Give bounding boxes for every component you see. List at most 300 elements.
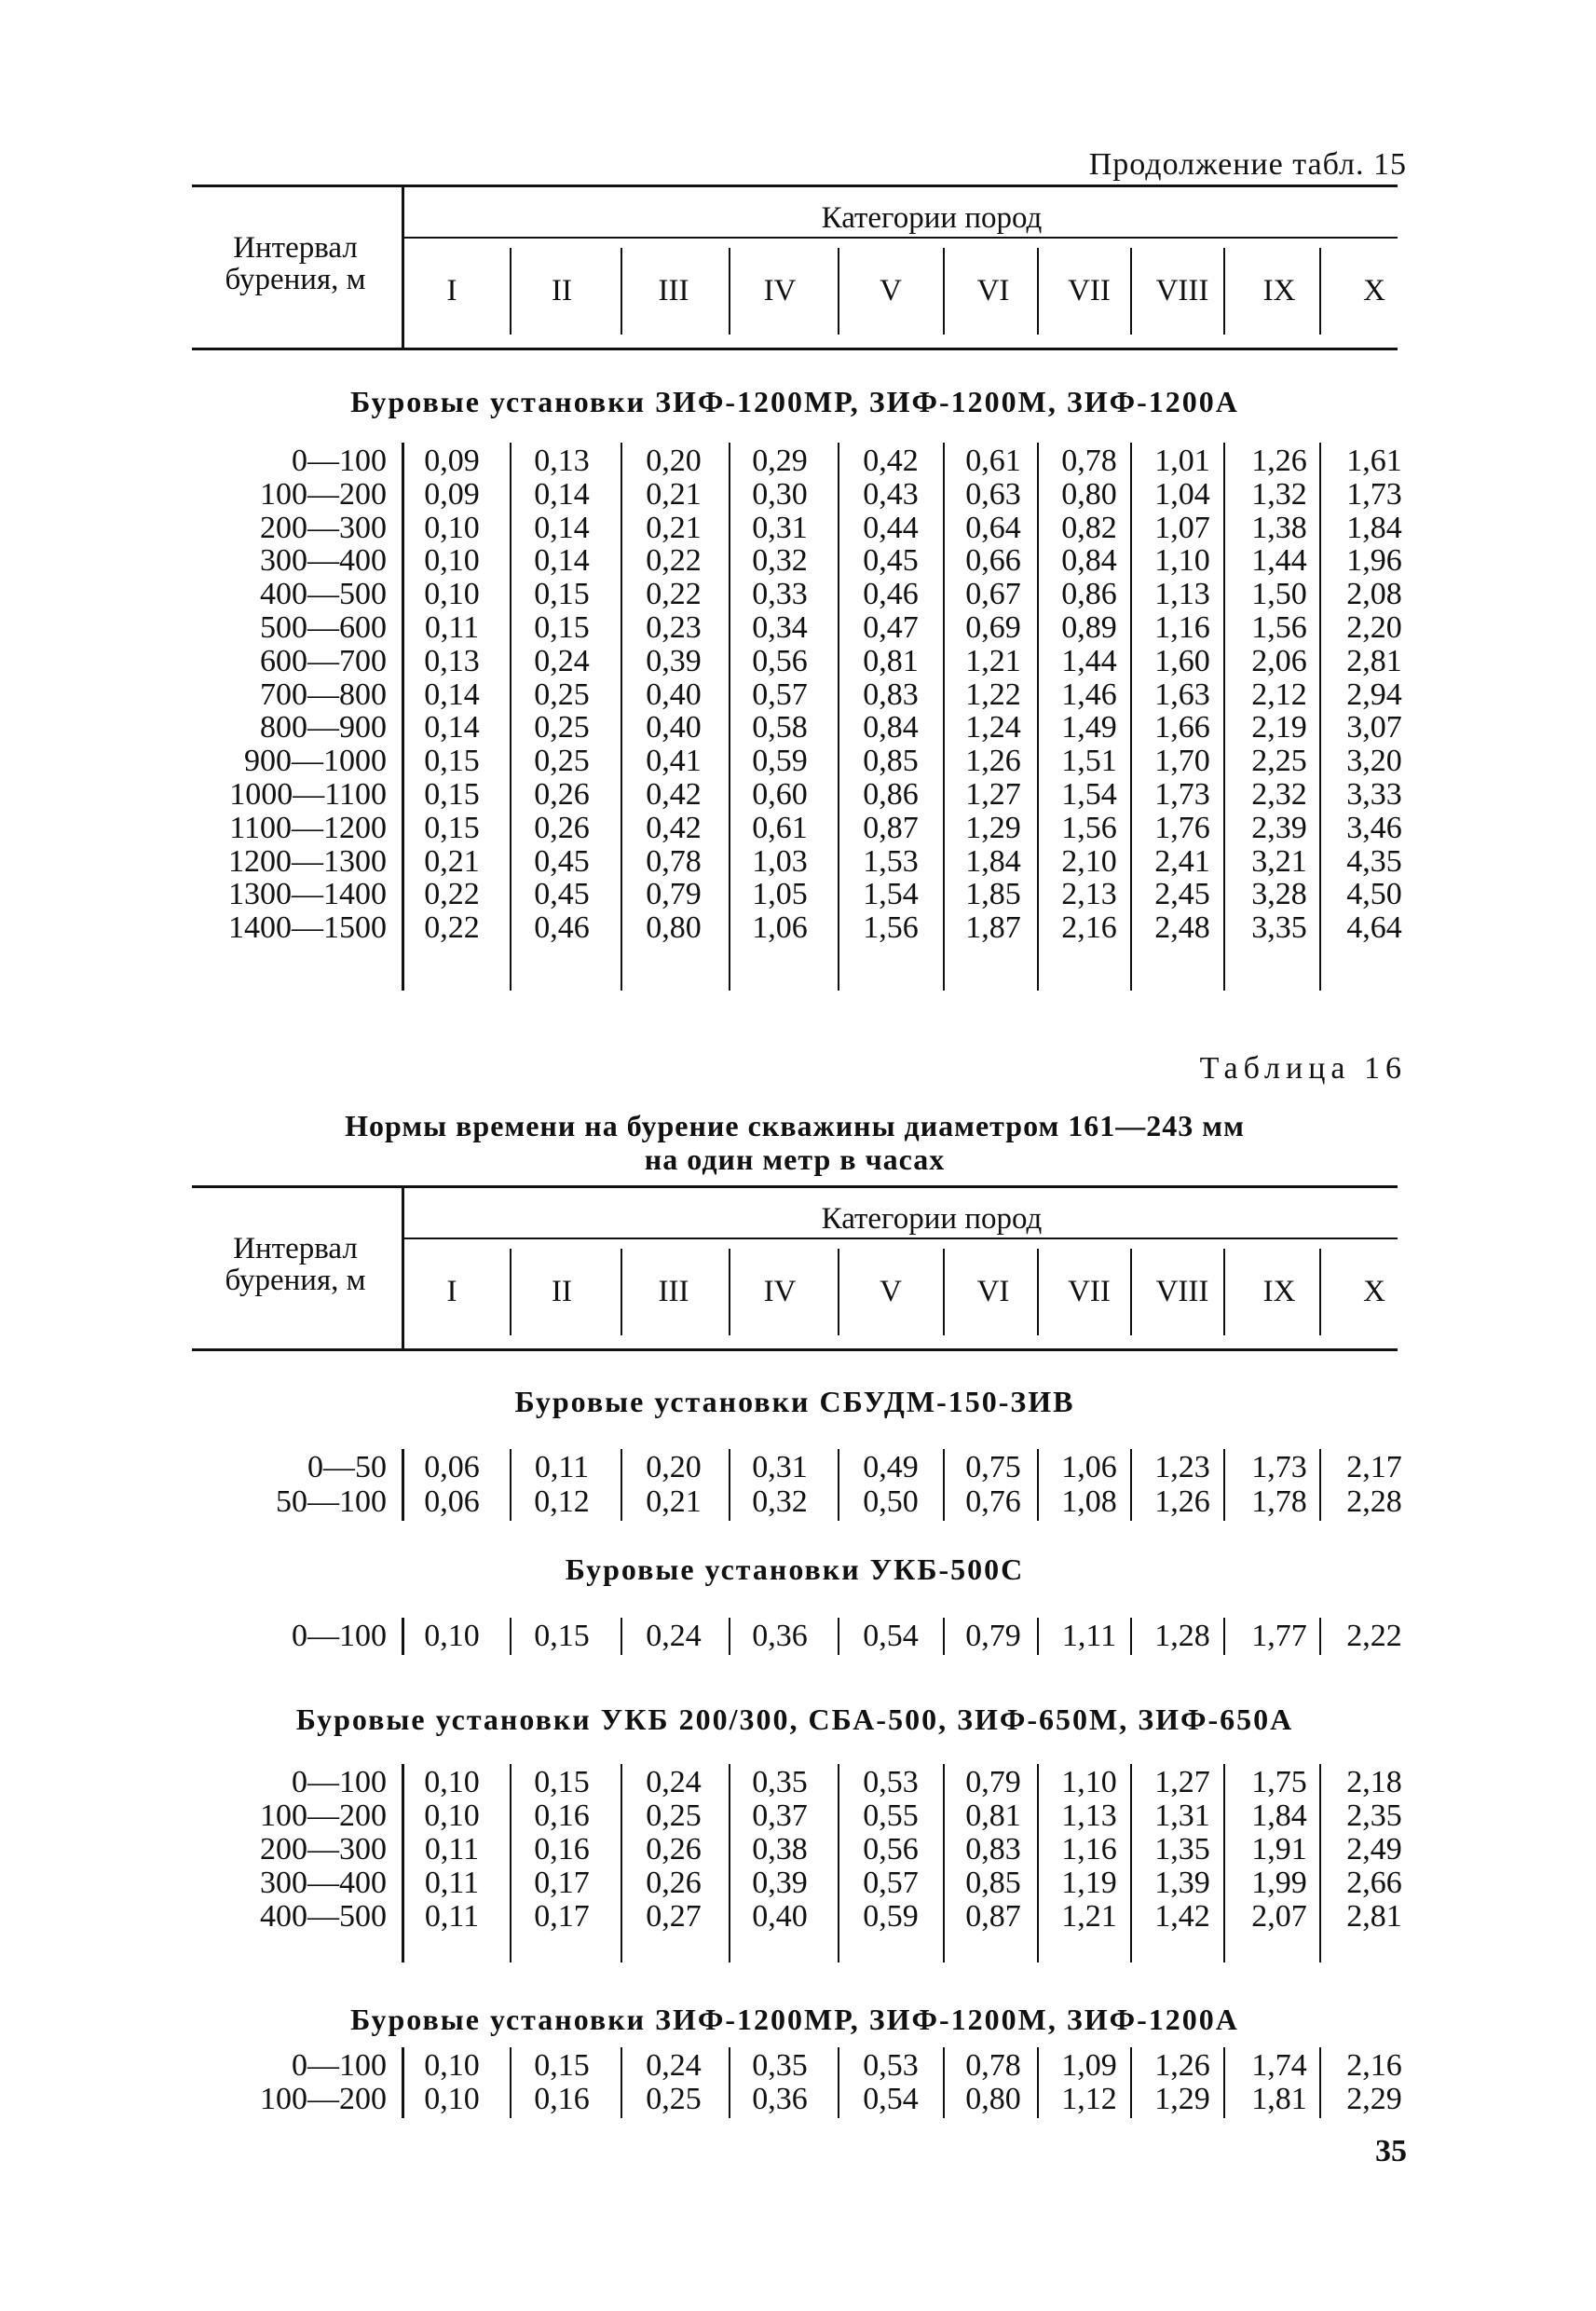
value-cell: 0,11 [424, 1866, 480, 1900]
value-cell: 1,06 [1061, 1450, 1117, 1484]
value-cell: 1,54 [1061, 777, 1117, 812]
value-cell: 1,38 [1251, 510, 1307, 545]
interval-cell: 700—800 [260, 677, 387, 712]
value-cell: 0,27 [646, 1899, 702, 1934]
interval-cell: 300—400 [260, 1866, 387, 1900]
value-cell: 0,13 [424, 643, 480, 678]
value-cell: 1,13 [1154, 577, 1210, 612]
value-cell: 0,61 [752, 810, 808, 845]
value-cell: 4,64 [1346, 910, 1402, 946]
column-divider [1130, 443, 1132, 991]
column-divider [402, 443, 404, 991]
value-cell: 0,10 [424, 543, 480, 579]
value-cell: 2,32 [1251, 777, 1307, 812]
page-number: 35 [1375, 2134, 1407, 2168]
value-cell: 1,73 [1154, 777, 1210, 812]
column-header-4: IV [763, 274, 797, 308]
value-cell: 0,06 [424, 1484, 480, 1519]
column-divider [402, 1449, 404, 1521]
value-cell: 0,35 [752, 1765, 808, 1799]
value-cell: 0,53 [863, 2048, 919, 2083]
value-cell: 0,56 [752, 643, 808, 678]
value-cell: 0,06 [424, 1450, 480, 1484]
value-cell: 1,05 [752, 877, 808, 912]
value-cell: 0,21 [646, 510, 702, 545]
value-cell: 0,80 [1061, 476, 1117, 512]
column-divider [621, 1764, 622, 1962]
value-cell: 1,61 [1346, 444, 1402, 478]
interval-cell: 500—600 [260, 610, 387, 645]
column-divider [1037, 443, 1039, 991]
value-cell: 2,28 [1346, 1484, 1402, 1519]
value-cell: 0,41 [646, 744, 702, 779]
value-cell: 2,81 [1346, 643, 1402, 678]
column-header-8: VIII [1155, 274, 1209, 308]
value-cell: 1,63 [1154, 677, 1210, 712]
column-divider [510, 1764, 512, 1962]
value-cell: 0,60 [752, 777, 808, 812]
value-cell: 0,26 [646, 1832, 702, 1867]
value-cell: 1,73 [1251, 1450, 1307, 1484]
value-cell: 1,46 [1061, 677, 1117, 712]
value-cell: 0,36 [752, 1619, 808, 1653]
value-cell: 0,15 [424, 777, 480, 812]
column-divider [621, 248, 622, 335]
value-cell: 1,21 [965, 643, 1021, 678]
value-cell: 0,15 [534, 2048, 590, 2083]
value-cell: 1,31 [1154, 1798, 1210, 1833]
interval-cell: 300—400 [260, 543, 387, 579]
value-cell: 1,96 [1346, 543, 1402, 579]
header-bottom-rule [192, 1348, 1398, 1351]
value-cell: 2,25 [1251, 744, 1307, 779]
column-divider [1130, 248, 1132, 335]
value-cell: 0,21 [646, 476, 702, 512]
value-cell: 0,25 [534, 710, 590, 745]
value-cell: 0,10 [424, 577, 480, 612]
column-divider [621, 1449, 622, 1521]
value-cell: 0,10 [424, 510, 480, 545]
column-divider [510, 248, 512, 335]
interval-label-unit: бурения, м [225, 263, 366, 296]
value-cell: 0,39 [752, 1866, 808, 1900]
value-cell: 1,26 [1154, 2048, 1210, 2083]
value-cell: 1,76 [1154, 810, 1210, 845]
column-header-1: I [446, 1275, 457, 1308]
value-cell: 0,14 [424, 710, 480, 745]
value-cell: 0,29 [752, 444, 808, 478]
value-cell: 0,86 [1061, 577, 1117, 612]
value-cell: 1,10 [1154, 543, 1210, 579]
value-cell: 0,56 [863, 1832, 919, 1867]
header-top-rule [192, 185, 1398, 187]
column-header-6: VI [976, 274, 1010, 308]
column-divider [838, 1449, 839, 1521]
value-cell: 2,94 [1346, 677, 1402, 712]
value-cell: 0,79 [965, 1619, 1021, 1653]
column-divider [729, 1249, 730, 1335]
value-cell: 1,06 [752, 910, 808, 946]
value-cell: 0,22 [646, 543, 702, 579]
value-cell: 1,27 [1154, 1765, 1210, 1799]
value-cell: 1,56 [1061, 810, 1117, 845]
value-cell: 0,78 [1061, 444, 1117, 478]
value-cell: 1,99 [1251, 1866, 1307, 1900]
column-divider [838, 1764, 839, 1962]
value-cell: 0,78 [646, 843, 702, 879]
value-cell: 1,81 [1251, 2082, 1307, 2116]
value-cell: 1,73 [1346, 476, 1402, 512]
value-cell: 3,21 [1251, 843, 1307, 879]
value-cell: 0,67 [965, 577, 1021, 612]
value-cell: 1,87 [965, 910, 1021, 946]
value-cell: 1,24 [965, 710, 1021, 745]
column-divider [1130, 1449, 1132, 1521]
column-divider [1319, 1618, 1321, 1655]
value-cell: 2,17 [1346, 1450, 1402, 1484]
value-cell: 0,23 [646, 610, 702, 645]
value-cell: 4,35 [1346, 843, 1402, 879]
value-cell: 1,32 [1251, 476, 1307, 512]
value-cell: 0,31 [752, 1450, 808, 1484]
column-divider [1130, 1618, 1132, 1655]
column-divider [943, 1449, 945, 1521]
value-cell: 1,60 [1154, 643, 1210, 678]
column-divider [1319, 1449, 1321, 1521]
column-header-3: III [658, 1275, 689, 1308]
column-divider [510, 443, 512, 991]
value-cell: 0,17 [534, 1899, 590, 1934]
column-divider [1130, 2047, 1132, 2118]
value-cell: 0,46 [534, 910, 590, 946]
value-cell: 0,30 [752, 476, 808, 512]
value-cell: 0,85 [965, 1866, 1021, 1900]
value-cell: 0,22 [424, 877, 480, 912]
value-cell: 1,44 [1061, 643, 1117, 678]
value-cell: 0,17 [534, 1866, 590, 1900]
column-divider [621, 443, 622, 991]
value-cell: 2,08 [1346, 577, 1402, 612]
interval-cell: 400—500 [260, 1899, 387, 1934]
value-cell: 2,12 [1251, 677, 1307, 712]
column-header-5: V [880, 274, 902, 308]
value-cell: 1,26 [965, 744, 1021, 779]
column-divider [1223, 1449, 1225, 1521]
interval-cell: 1400—1500 [228, 910, 387, 946]
value-cell: 0,14 [534, 543, 590, 579]
column-divider [1223, 1249, 1225, 1335]
value-cell: 0,14 [534, 510, 590, 545]
column-divider [838, 443, 839, 991]
value-cell: 1,51 [1061, 744, 1117, 779]
value-cell: 0,13 [534, 444, 590, 478]
value-cell: 1,08 [1061, 1484, 1117, 1519]
value-cell: 1,70 [1154, 744, 1210, 779]
value-cell: 0,54 [863, 1619, 919, 1653]
value-cell: 0,63 [965, 476, 1021, 512]
column-divider [943, 248, 945, 335]
value-cell: 1,50 [1251, 577, 1307, 612]
value-cell: 0,31 [752, 510, 808, 545]
value-cell: 1,29 [1154, 2082, 1210, 2116]
value-cell: 2,16 [1346, 2048, 1402, 2083]
value-cell: 0,16 [534, 1832, 590, 1867]
value-cell: 0,87 [863, 810, 919, 845]
column-header-7: VII [1068, 274, 1111, 308]
value-cell: 3,46 [1346, 810, 1402, 845]
value-cell: 1,09 [1061, 2048, 1117, 2083]
interval-cell: 0—100 [292, 1619, 387, 1653]
value-cell: 1,26 [1251, 444, 1307, 478]
column-divider [729, 1618, 730, 1655]
value-cell: 2,48 [1154, 910, 1210, 946]
value-cell: 0,79 [646, 877, 702, 912]
value-cell: 3,28 [1251, 877, 1307, 912]
value-cell: 2,18 [1346, 1765, 1402, 1799]
value-cell: 0,58 [752, 710, 808, 745]
value-cell: 0,82 [1061, 510, 1117, 545]
value-cell: 0,43 [863, 476, 919, 512]
value-cell: 0,10 [424, 1798, 480, 1833]
column-divider [1037, 248, 1039, 335]
value-cell: 0,44 [863, 510, 919, 545]
section-heading: Буровые установки ЗИФ-1200МР, ЗИФ-1200М, ЗИФ-1200А [350, 2003, 1239, 2036]
value-cell: 1,74 [1251, 2048, 1307, 2083]
value-cell: 2,81 [1346, 1899, 1402, 1934]
column-divider [1319, 443, 1321, 991]
section-heading: Буровые установки ЗИФ-1200МР, ЗИФ-1200М, ЗИФ-1200А [350, 385, 1239, 418]
value-cell: 1,56 [1251, 610, 1307, 645]
value-cell: 1,84 [1346, 510, 1402, 545]
column-divider [1130, 1249, 1132, 1335]
column-divider [510, 2047, 512, 2118]
column-divider [1130, 1764, 1132, 1962]
value-cell: 0,85 [863, 744, 919, 779]
column-divider [729, 248, 730, 335]
value-cell: 2,41 [1154, 843, 1210, 879]
value-cell: 0,09 [424, 476, 480, 512]
value-cell: 0,47 [863, 610, 919, 645]
value-cell: 2,35 [1346, 1798, 1402, 1833]
interval-cell: 600—700 [260, 643, 387, 678]
value-cell: 0,35 [752, 2048, 808, 2083]
value-cell: 0,40 [752, 1899, 808, 1934]
interval-cell: 0—50 [307, 1450, 387, 1484]
column-header-3: III [658, 274, 689, 308]
value-cell: 1,04 [1154, 476, 1210, 512]
value-cell: 0,11 [424, 1832, 480, 1867]
value-cell: 2,66 [1346, 1866, 1402, 1900]
value-cell: 0,16 [534, 2082, 590, 2116]
value-cell: 0,16 [534, 1798, 590, 1833]
value-cell: 0,40 [646, 677, 702, 712]
value-cell: 1,54 [863, 877, 919, 912]
value-cell: 0,69 [965, 610, 1021, 645]
value-cell: 0,25 [534, 677, 590, 712]
interval-label: Интервал [233, 231, 358, 265]
value-cell: 1,27 [965, 777, 1021, 812]
value-cell: 0,26 [534, 810, 590, 845]
column-header-2: II [552, 274, 572, 308]
value-cell: 0,87 [965, 1899, 1021, 1934]
value-cell: 1,11 [1061, 1619, 1117, 1653]
column-divider [1037, 1764, 1039, 1962]
column-header-4: IV [763, 1275, 797, 1308]
column-divider [729, 443, 730, 991]
value-cell: 0,11 [534, 1450, 590, 1484]
column-divider [1319, 1764, 1321, 1962]
interval-cell: 1300—1400 [228, 877, 387, 912]
categories-rule [404, 237, 1398, 239]
value-cell: 0,86 [863, 777, 919, 812]
value-cell: 0,45 [534, 843, 590, 879]
column-divider [402, 1618, 404, 1655]
column-divider [838, 2047, 839, 2118]
interval-cell: 100—200 [260, 1798, 387, 1833]
value-cell: 0,89 [1061, 610, 1117, 645]
value-cell: 1,44 [1251, 543, 1307, 579]
column-header-7: VII [1068, 1275, 1111, 1308]
interval-cell: 1000—1100 [229, 777, 387, 812]
value-cell: 0,10 [424, 2048, 480, 2083]
value-cell: 0,25 [646, 2082, 702, 2116]
column-divider [510, 1249, 512, 1335]
interval-cell: 1200—1300 [228, 843, 387, 879]
column-header-1: I [446, 274, 457, 308]
value-cell: 0,66 [965, 543, 1021, 579]
column-divider [1037, 1449, 1039, 1521]
value-cell: 0,15 [534, 1765, 590, 1799]
value-cell: 3,07 [1346, 710, 1402, 745]
value-cell: 1,16 [1154, 610, 1210, 645]
value-cell: 0,24 [646, 1765, 702, 1799]
header-divider [402, 1185, 404, 1348]
value-cell: 2,45 [1154, 877, 1210, 912]
value-cell: 0,32 [752, 543, 808, 579]
value-cell: 1,77 [1251, 1619, 1307, 1653]
categories-label: Категории пород [821, 1202, 1043, 1236]
value-cell: 1,84 [1251, 1798, 1307, 1833]
interval-cell: 50—100 [276, 1484, 387, 1519]
section-heading: Буровые установки УКБ 200/300, СБА-500, ЗИФ-650М, ЗИФ-650А [295, 1702, 1294, 1736]
value-cell: 0,25 [646, 1798, 702, 1833]
value-cell: 2,29 [1346, 2082, 1402, 2116]
value-cell: 0,34 [752, 610, 808, 645]
interval-cell: 200—300 [260, 510, 387, 545]
value-cell: 1,13 [1061, 1798, 1117, 1833]
value-cell: 0,81 [863, 643, 919, 678]
value-cell: 0,14 [534, 476, 590, 512]
column-divider [621, 2047, 622, 2118]
value-cell: 1,23 [1154, 1450, 1210, 1484]
value-cell: 1,07 [1154, 510, 1210, 545]
value-cell: 1,19 [1061, 1866, 1117, 1900]
value-cell: 0,49 [863, 1450, 919, 1484]
value-cell: 1,91 [1251, 1832, 1307, 1867]
column-divider [510, 1449, 512, 1521]
value-cell: 1,85 [965, 877, 1021, 912]
value-cell: 0,57 [752, 677, 808, 712]
column-header-9: IX [1262, 1275, 1296, 1308]
column-divider [621, 1249, 622, 1335]
value-cell: 0,64 [965, 510, 1021, 545]
header-bottom-rule [192, 348, 1398, 350]
column-divider [838, 1618, 839, 1655]
value-cell: 1,75 [1251, 1765, 1307, 1799]
value-cell: 0,20 [646, 1450, 702, 1484]
value-cell: 0,50 [863, 1484, 919, 1519]
interval-label: Интервал [233, 1232, 358, 1265]
column-divider [729, 2047, 730, 2118]
value-cell: 0,15 [534, 610, 590, 645]
column-divider [1037, 1618, 1039, 1655]
value-cell: 2,39 [1251, 810, 1307, 845]
value-cell: 0,24 [534, 643, 590, 678]
column-divider [621, 1618, 622, 1655]
value-cell: 1,28 [1154, 1619, 1210, 1653]
value-cell: 0,24 [646, 2048, 702, 2083]
column-divider [729, 1449, 730, 1521]
column-divider [402, 2047, 404, 2118]
column-header-10: X [1363, 274, 1385, 308]
column-divider [1223, 2047, 1225, 2118]
value-cell: 1,10 [1061, 1765, 1117, 1799]
column-header-8: VIII [1155, 1275, 1209, 1308]
interval-cell: 400—500 [260, 577, 387, 612]
value-cell: 0,38 [752, 1832, 808, 1867]
value-cell: 1,53 [863, 843, 919, 879]
value-cell: 0,26 [646, 1866, 702, 1900]
value-cell: 3,35 [1251, 910, 1307, 946]
value-cell: 0,83 [965, 1832, 1021, 1867]
value-cell: 0,21 [424, 843, 480, 879]
interval-cell: 1100—1200 [229, 810, 387, 845]
column-header-10: X [1363, 1275, 1385, 1308]
section-heading: Буровые установки СБУДМ-150-ЗИВ [514, 1385, 1075, 1418]
value-cell: 1,78 [1251, 1484, 1307, 1519]
column-header-6: VI [976, 1275, 1010, 1308]
value-cell: 0,12 [534, 1484, 590, 1519]
value-cell: 0,39 [646, 643, 702, 678]
value-cell: 0,20 [646, 444, 702, 478]
column-divider [1319, 248, 1321, 335]
column-divider [1223, 1618, 1225, 1655]
column-divider [1223, 1764, 1225, 1962]
column-divider [943, 1618, 945, 1655]
column-divider [729, 1764, 730, 1962]
value-cell: 1,84 [965, 843, 1021, 879]
value-cell: 1,21 [1061, 1899, 1117, 1934]
value-cell: 1,16 [1061, 1832, 1117, 1867]
value-cell: 4,50 [1346, 877, 1402, 912]
value-cell: 0,42 [863, 444, 919, 478]
continuation-label: Продолжение табл. 15 [1088, 147, 1407, 182]
column-divider [510, 1618, 512, 1655]
value-cell: 1,29 [965, 810, 1021, 845]
value-cell: 0,80 [965, 2082, 1021, 2116]
value-cell: 1,12 [1061, 2082, 1117, 2116]
value-cell: 2,10 [1061, 843, 1117, 879]
value-cell: 0,45 [863, 543, 919, 579]
value-cell: 0,11 [424, 610, 480, 645]
value-cell: 0,53 [863, 1765, 919, 1799]
value-cell: 0,79 [965, 1765, 1021, 1799]
table16-title-line1: Нормы времени на бурение скважины диаметром 161—243 мм [345, 1109, 1245, 1142]
value-cell: 0,54 [863, 2082, 919, 2116]
value-cell: 0,22 [646, 577, 702, 612]
interval-cell: 0—100 [292, 1765, 387, 1799]
value-cell: 0,83 [863, 677, 919, 712]
